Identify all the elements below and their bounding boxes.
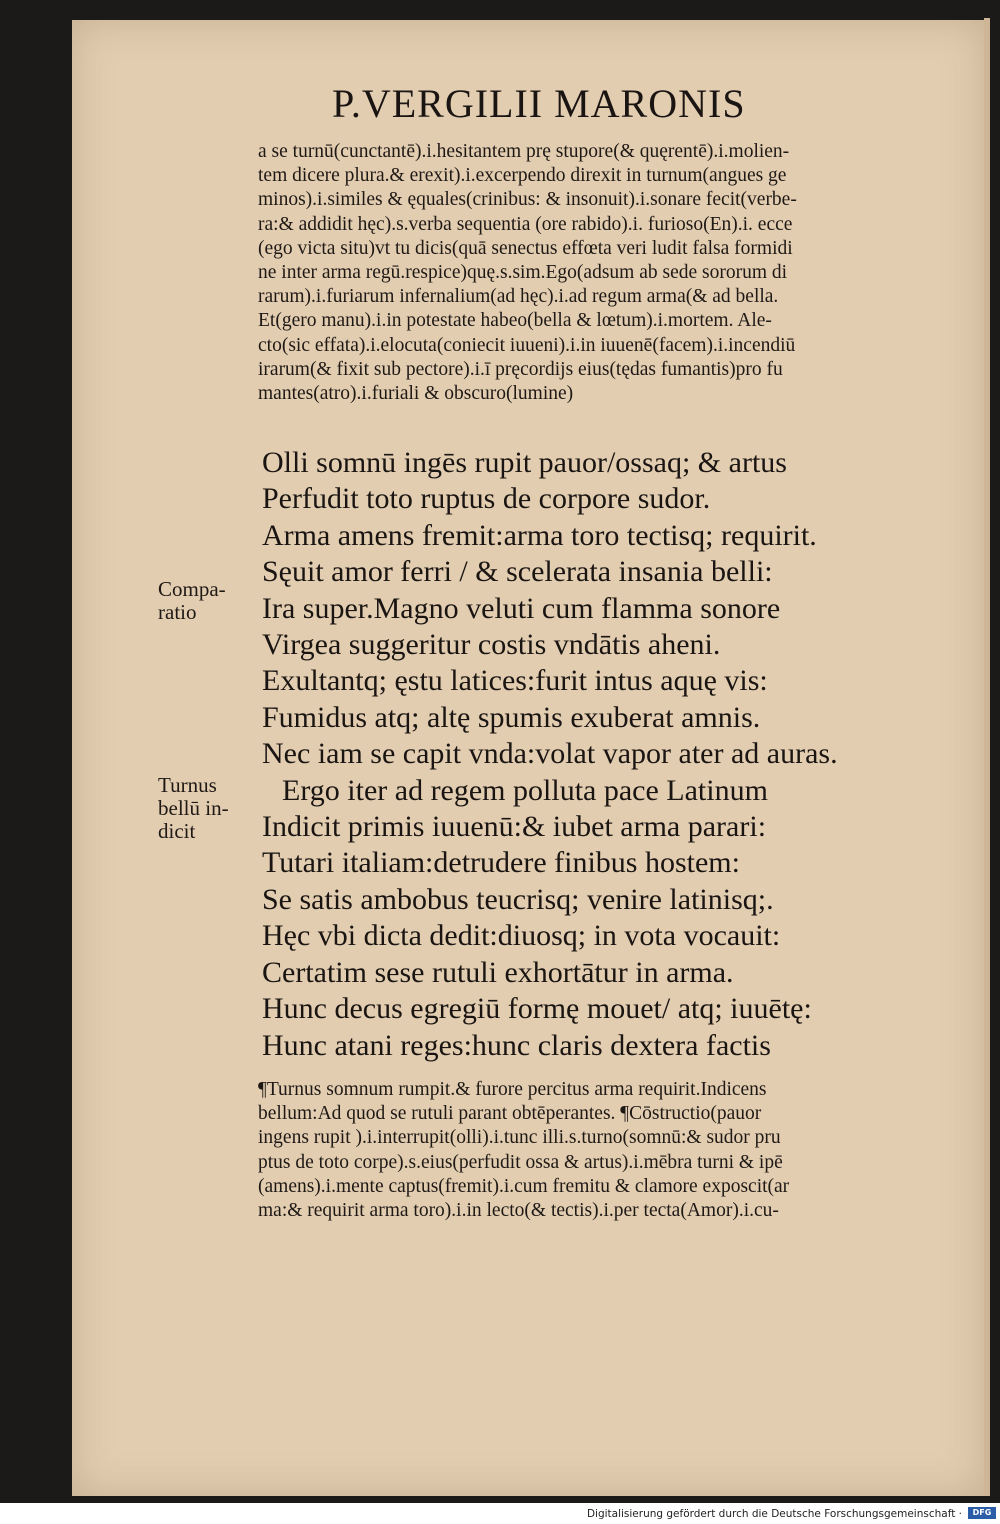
marginal-note-comparatio — [158, 578, 258, 624]
verse-line: Se satis ambobus teucrisq; venire latinisq;. — [262, 882, 774, 916]
commentary-line: ¶Turnus somnum rumpit.& furore percitus arma requirit.Indicens — [258, 1079, 767, 1100]
commentary-line: ma:& requirit arma toro).i.in lecto(& tectis).i.per tecta(Amor).i.cu‑ — [258, 1200, 779, 1222]
commentary-top — [258, 140, 970, 406]
verse-line: Hunc decus egregiū formę mouet/ atq; iuuētę: — [262, 992, 812, 1026]
verse-line: Arma amens fremit:arma toro tectisq; requirit. — [262, 518, 817, 552]
verse-block — [262, 445, 962, 1064]
verse-line: Exultantq; ęstu latices:furit intus aquę vis: — [262, 664, 768, 698]
commentary-line: a se turnū(cunctantē).i.hesitantem prę stupore(& quęrentē).i.molien‑ — [258, 141, 790, 162]
commentary-line: (amens).i.mente captus(fremit).i.cum fremitu & clamore exposcit(ar — [258, 1175, 790, 1197]
running-head: P.VERGILII MARONIS — [332, 81, 746, 126]
marginal-note-turnus — [158, 774, 258, 843]
commentary-line: Et(gero manu).i.in potestate habeo(bella & lœtum).i.mortem. Ale‑ — [258, 310, 772, 332]
commentary-line: rarum).i.furiarum infernalium(ad hęc).i.ad regum arma(& ad bella. — [258, 286, 779, 308]
verse-line: Tutari italiam:detrudere finibus hostem: — [262, 846, 740, 880]
marginal-line: dicit — [158, 819, 196, 843]
funding-credit: Digitalisierung gefördert durch die Deutsche Forschungsgemeinschaft · — [586, 1508, 962, 1520]
verse-line: Sęuit amor ferri / & scelerata insania belli: — [262, 555, 773, 589]
commentary-bottom — [258, 1078, 970, 1223]
commentary-line: ptus de toto corpe).s.eius(perfudit ossa & artus).i.mēbra turni & ipē — [258, 1151, 783, 1173]
page-edge — [984, 18, 990, 1496]
marginal-line: Turnus — [158, 773, 217, 797]
commentary-line: ne inter arma regū.respice)quę.s.sim.Ego(adsum ab sede sororum di — [258, 262, 788, 284]
verse-line: Hunc atani reges:hunc claris dextera factis — [262, 1028, 771, 1062]
commentary-line: tem dicere plura.& erexit).i.excerpendo direxit in turnum(angues ge — [258, 165, 787, 187]
verse-line: Indicit primis iuuenū:& iubet arma parari: — [262, 810, 767, 844]
verse-line: Fumidus atq; altę spumis exuberat amnis. — [262, 700, 761, 734]
verse-line: Ergo iter ad regem polluta pace Latinum — [282, 773, 768, 807]
dfg-logo: DFG — [968, 1507, 996, 1519]
commentary-line: ingens rupit ).i.interrupit(olli).i.tunc illi.s.turno(somnū:& sudor pru — [258, 1127, 781, 1149]
marginal-line: ratio — [158, 600, 197, 624]
commentary-line: irarum(& fixit sub pectore).i.ī pręcordijs eius(tędas fumantis)pro fu — [258, 358, 783, 380]
verse-line: Virgea suggeritur costis vndātis aheni. — [262, 628, 721, 662]
marginal-line: bellū in‑ — [158, 796, 229, 820]
verse-line: Ira super.Magno veluti cum flamma sonore — [262, 591, 781, 625]
commentary-line: mantes(atro).i.furiali & obscuro(lumine) — [258, 383, 574, 405]
verse-line: Certatim sese rutuli exhortātur in arma. — [262, 955, 734, 989]
marginal-line: Compa‑ — [158, 577, 226, 601]
commentary-line: cto(sic effata).i.elocuta(coniecit iuueni).i.in iuuenē(facem).i.incendiū — [258, 334, 796, 356]
verse-line: Nec iam se capit vnda:volat vapor ater ad auras. — [262, 737, 838, 771]
commentary-line: minos).i.similes & ęquales(crinibus: & insonuit).i.sonare fecit(verbe‑ — [258, 189, 797, 211]
verse-line: Hęc vbi dicta dedit:diuosq; in vota vocauit: — [262, 919, 781, 953]
verse-line: Olli somnū ingēs rupit pauor/ossaq; & artus — [262, 446, 787, 479]
verse-line: Perfudit toto ruptus de corpore sudor. — [262, 482, 711, 516]
commentary-line: bellum:Ad quod se rutuli parant obtēperantes. ¶Cōstructio(pauor — [258, 1103, 762, 1125]
commentary-line: (ego victa situ)vt tu dicis(quā senectus effœta veri ludit falsa formidi — [258, 237, 793, 259]
commentary-line: ra:& addidit hęc).s.verba sequentia (ore rabido).i. furioso(En).i. ecce — [258, 213, 793, 235]
